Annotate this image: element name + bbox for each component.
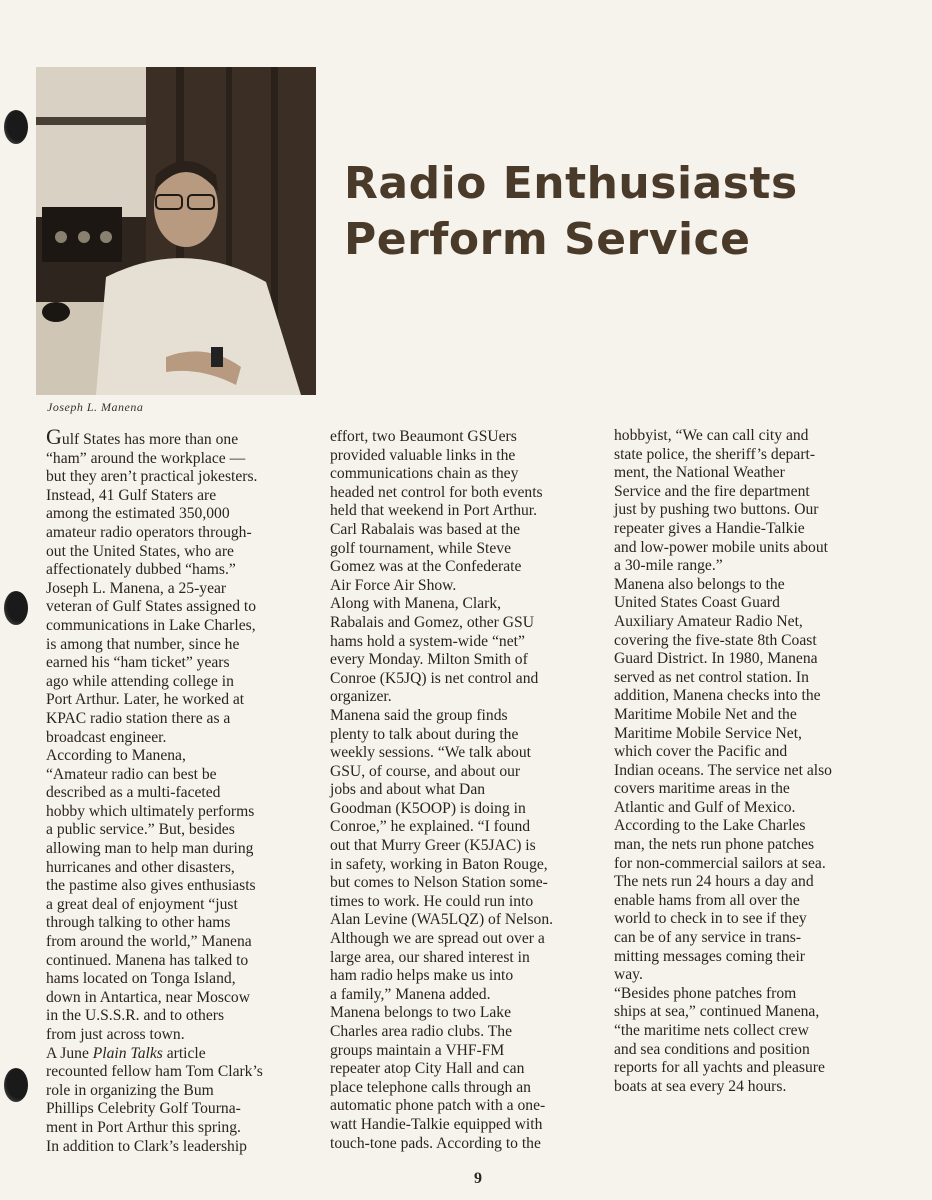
paragraph: hobbyist, “We can call city and state police, the sheriff’s depart- ment, the National Weather Service and the fire department just by pushing two buttons. Our repeater gives a Handie-Talkie and low-power mobile units about a 30-mile range.”: [614, 427, 828, 575]
headline-line-2: Perform Service: [344, 214, 751, 265]
article-column-2: [330, 428, 594, 1153]
paragraph-text: ulf States has more than one “ham” around the workplace — but they aren’t practical jokesters.: [46, 431, 258, 486]
headline: [344, 156, 904, 268]
binder-hole-bottom: [4, 1068, 28, 1102]
publication-title: Plain Talks: [92, 1044, 163, 1062]
paragraph: Instead, 41 Gulf Staters are among the estimated 350,000 amateur radio operators through- out the United States, who are affectionately dubbed “hams.”: [46, 486, 252, 579]
paragraph-text: A June: [46, 1044, 93, 1062]
paragraph: [46, 1045, 308, 1157]
page-number: 9: [474, 1170, 482, 1187]
paragraph: Manena also belongs to the United States Coast Guard Auxiliary Amateur Radio Net, covering the five-state 8th Coast Guard District. In 1980, Manena served as net control station. In addition, Manena checks into the Maritime Mobile Net and the Maritime Mobile Service Net, which cover the Pacific and Indian oceans. The service net also covers maritime areas in the Atlantic and Gulf of Mexico. According to the Lake Charles man, the nets run phone patches for non-commercial sailors at sea. The nets run 24 hours a day and enable hams from all over the world to check in to see if they can be of any service in trans- mitting messages coming their way.: [614, 575, 832, 984]
portrait-illustration: [36, 67, 316, 395]
paragraph: effort, two Beaumont GSUers provided valuable links in the communications chain as they headed net control for both events held that weekend in Port Arthur. Carl Rabalais was based at the golf tournament, while Steve Gomez was at the Confederate Air Force Air Show.: [330, 428, 543, 594]
paragraph: “Besides phone patches from ships at sea,” continued Manena, “the maritime nets collect crew and sea conditions and position reports for all yachts and pleasure boats at sea every 24 hours.: [614, 984, 825, 1095]
photo-caption: Joseph L. Manena: [47, 400, 144, 414]
paragraph: According to Manena, “Amateur radio can best be described as a multi-faceted hobby which ultimately performs a public service.” But, besides allowing man to help man during hurricanes and other disasters, the pastime also gives enthusiasts a great deal of enjoyment “just through talking to other hams from around the world,” Manena continued. Manena has talked to hams located on Tonga Island, down in Antartica, near Moscow in the U.S.S.R. and to others from just across town.: [46, 747, 256, 1043]
binder-hole-middle: [4, 591, 28, 625]
paragraph: [46, 424, 308, 487]
article-column-1: [46, 424, 308, 1156]
paragraph: Manena belongs to two Lake Charles area radio clubs. The groups maintain a VHF-FM repeater atop City Hall and can place telephone calls through an automatic phone patch with a one- watt Handie-Talkie equipped with touch-tone pads. According to the: [330, 1004, 546, 1152]
portrait-photo: [36, 67, 316, 395]
paragraph: Manena said the group finds plenty to talk about during the weekly sessions. “We talk about GSU, of course, and about our jobs and about what Dan Goodman (K5OOP) is doing in Conroe,” he explained. “I found out that Murry Greer (K5JAC) is in safety, working in Baton Rouge, but comes to Nelson Station some- times to work. He could run into Alan Levine (WA5LQZ) of Nelson. Although we are spread out over a large area, our shared interest in ham radio helps make us into a family,” Manena added.: [330, 706, 554, 1003]
drop-cap: G: [46, 424, 62, 449]
paragraph: Along with Manena, Clark, Rabalais and Gomez, other GSU hams hold a system-wide “net” every Monday. Milton Smith of Conroe (K5JQ) is net control and organizer.: [330, 595, 539, 706]
paragraph: Joseph L. Manena, a 25-year veteran of Gulf States assigned to communications in Lake Charles, is among that number, since he earned his “ham ticket” years ago while attending college in Port Arthur. Later, he worked at KPAC radio station there as a broadcast engineer.: [46, 579, 257, 746]
article-column-3: [614, 427, 876, 1096]
headline-line-1: Radio Enthusiasts: [344, 158, 798, 209]
binder-hole-top: [4, 110, 28, 144]
paragraph-text: article recounted fellow ham Tom Clark’s role in organizing the Bum Phillips Celebrity Golf Tourna- ment in Port Arthur this spring. In addition to Clark’s leadership: [46, 1044, 263, 1155]
